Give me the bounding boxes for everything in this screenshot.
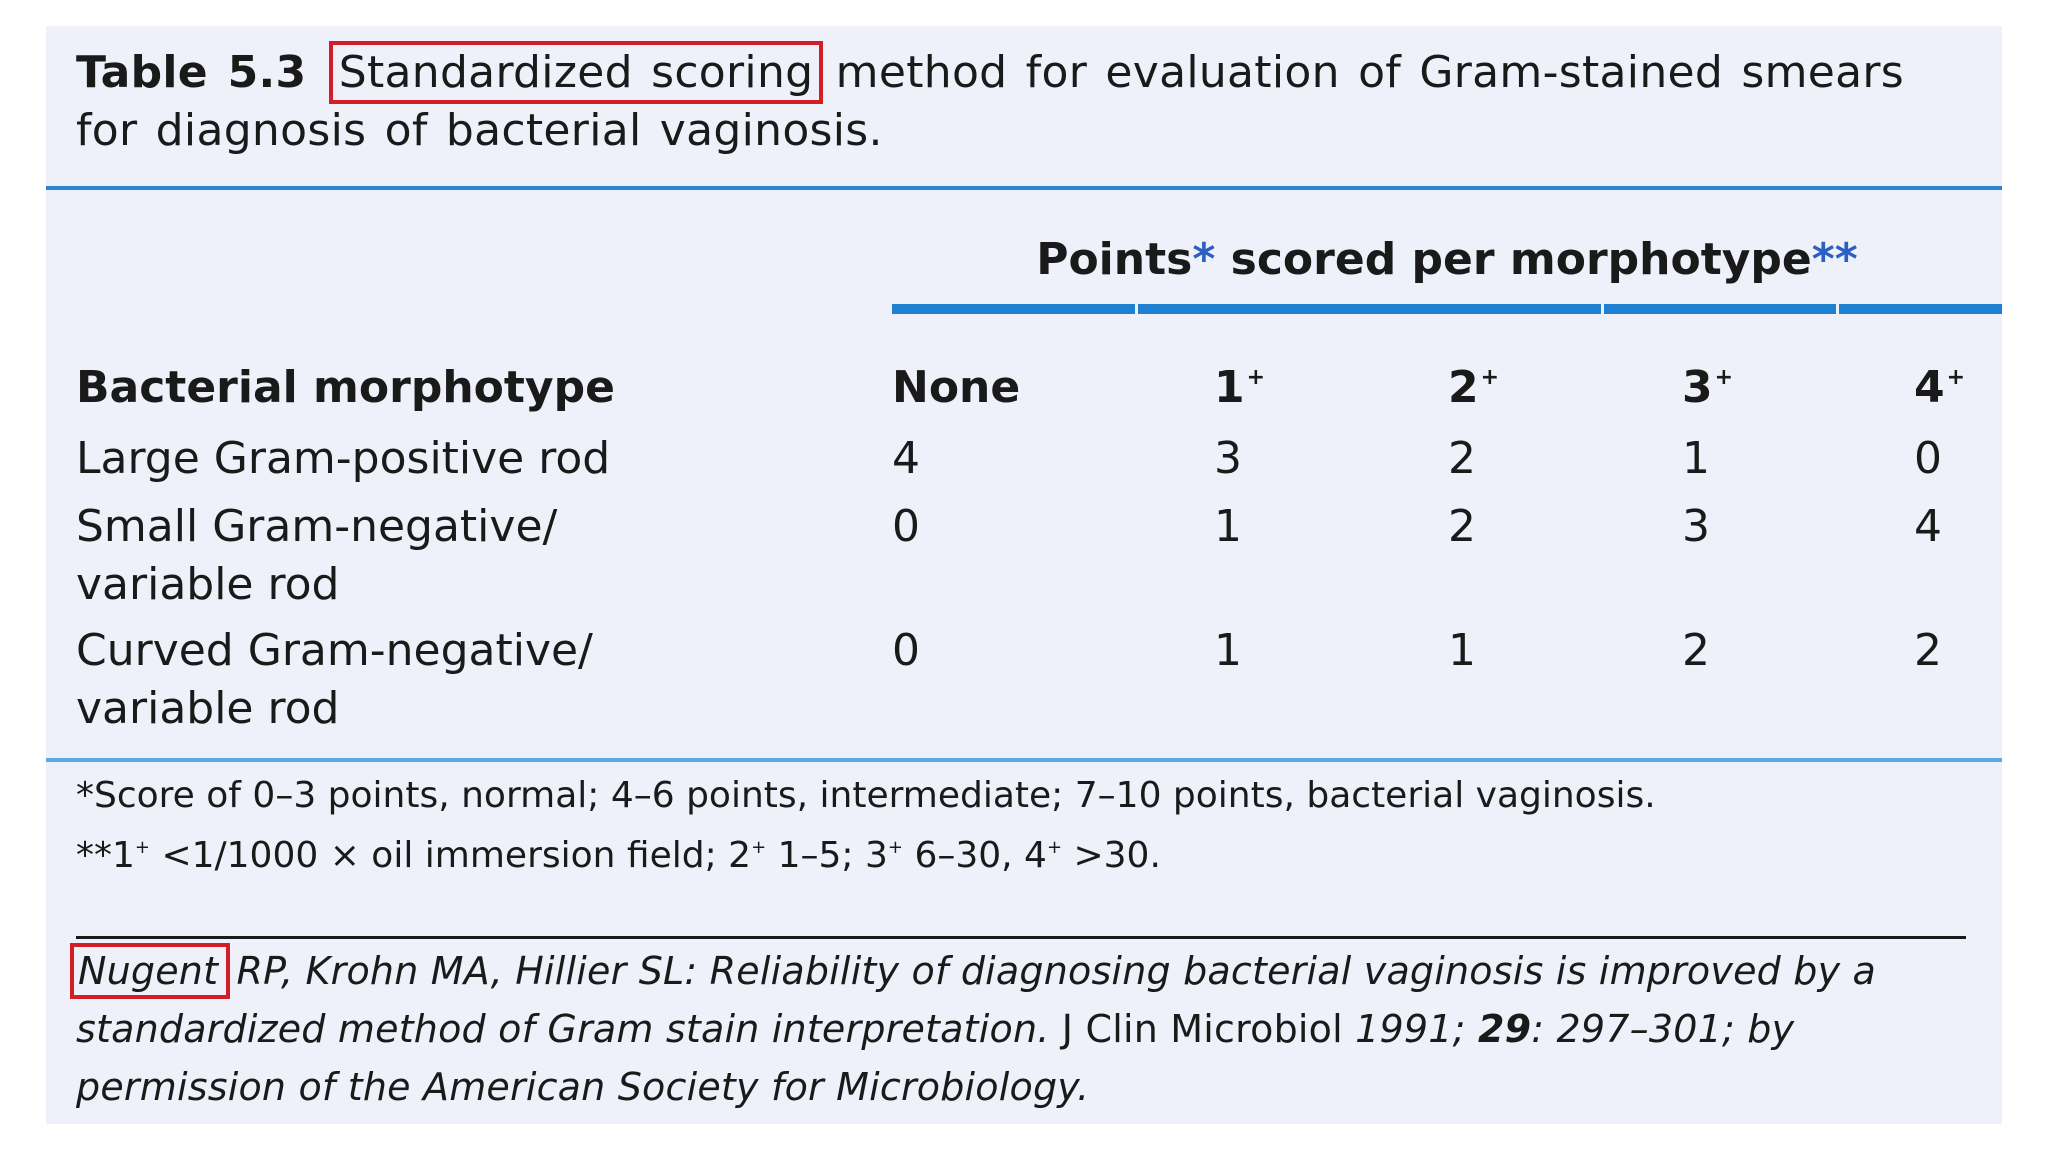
caption-text: method for evaluation of Gram-stained smears for diagnosis of bacterial vaginosis. xyxy=(76,47,1905,156)
table-cell: 0 xyxy=(892,501,920,552)
footnote-grading xyxy=(76,824,1161,880)
group-header-text: scored per morphotype xyxy=(1230,234,1812,285)
plus-superscript: + xyxy=(1046,837,1063,858)
group-header-word: Points xyxy=(1036,234,1193,285)
highlighted-phrase: Standardized scoring xyxy=(335,47,818,98)
table-row-label: Small Gram-negative/ variable rod xyxy=(76,501,558,610)
footnote-score: *Score of 0–3 points, normal; 4–6 points, intermediate; 7–10 points, bacterial vaginosis. xyxy=(76,775,1656,816)
points-group-header xyxy=(892,234,2002,285)
footnote-part: >30. xyxy=(1062,835,1161,876)
table-cell: 2 xyxy=(1448,433,1476,484)
reference-pages: : 297–301; by permission of the American Society for Microbiology. xyxy=(76,1007,1795,1109)
footnote-rule xyxy=(46,758,2002,762)
table-panel xyxy=(46,26,2002,1124)
column-header-value: 2 xyxy=(1448,362,1479,413)
rule-segment xyxy=(1604,304,1837,314)
top-rule xyxy=(46,186,2002,190)
table-cell: 1 xyxy=(1214,625,1242,676)
column-header-4plus xyxy=(1914,362,1965,413)
reference-journal: J Clin Microbiol xyxy=(1049,1007,1356,1051)
table-row-label: Curved Gram-negative/ variable rod xyxy=(76,625,593,734)
double-asterisk-mark: ** xyxy=(1811,234,1858,285)
reference-authors-title: RP, Krohn MA, Hillier SL: Reliability of diagnosing bacterial vaginosis is improved by a standardized method of Gram stain interpretation. xyxy=(76,949,1877,1051)
table-caption xyxy=(76,44,1966,160)
table-cell: 2 xyxy=(1682,625,1710,676)
table-cell: 0 xyxy=(1914,433,1942,484)
reference-citation xyxy=(76,942,1976,1116)
plus-superscript: + xyxy=(751,837,767,858)
footnote-part: 1–5; 3 xyxy=(766,835,888,876)
rule-segment xyxy=(1839,304,2002,314)
table-cell: 0 xyxy=(892,625,920,676)
rule-segment xyxy=(892,304,1135,314)
reference-volume: 29 xyxy=(1477,1007,1532,1051)
group-header-rule xyxy=(892,304,2002,314)
table-cell: 2 xyxy=(1914,625,1942,676)
highlighted-author: Nugent xyxy=(76,949,224,993)
rule-segment xyxy=(1138,304,1601,314)
column-header-none: None xyxy=(892,362,1021,413)
table-cell: 3 xyxy=(1214,433,1242,484)
table-cell: 3 xyxy=(1682,501,1710,552)
footnote-part: 6–30, 4 xyxy=(903,835,1047,876)
table-cell: 4 xyxy=(892,433,920,484)
reference-rule xyxy=(76,936,1966,939)
table-number: Table 5.3 xyxy=(76,47,307,98)
table-row-label: Large Gram-positive rod xyxy=(76,433,611,484)
asterisk-mark: * xyxy=(1192,234,1216,285)
column-header-value: 3 xyxy=(1682,362,1713,413)
column-header-3plus xyxy=(1682,362,1733,413)
column-header-value: 1 xyxy=(1214,362,1245,413)
plus-superscript: + xyxy=(1246,365,1266,390)
table-cell: 2 xyxy=(1448,501,1476,552)
column-header-2plus xyxy=(1448,362,1499,413)
table-cell: 1 xyxy=(1448,625,1476,676)
plus-superscript: + xyxy=(1480,365,1500,390)
plus-superscript: + xyxy=(134,837,150,858)
table-cell: 4 xyxy=(1914,501,1942,552)
footnote-part: <1/1000 × oil immersion field; 2 xyxy=(150,835,752,876)
table-cell: 1 xyxy=(1214,501,1242,552)
column-header-value: 4 xyxy=(1914,362,1945,413)
plus-superscript: + xyxy=(887,837,903,858)
plus-superscript: + xyxy=(1946,365,1966,390)
footnote-part: **1 xyxy=(76,835,135,876)
plus-superscript: + xyxy=(1714,365,1734,390)
reference-year: 1991; xyxy=(1355,1007,1478,1051)
table-cell: 1 xyxy=(1682,433,1710,484)
column-header-morphotype: Bacterial morphotype xyxy=(76,362,615,413)
column-header-1plus xyxy=(1214,362,1265,413)
